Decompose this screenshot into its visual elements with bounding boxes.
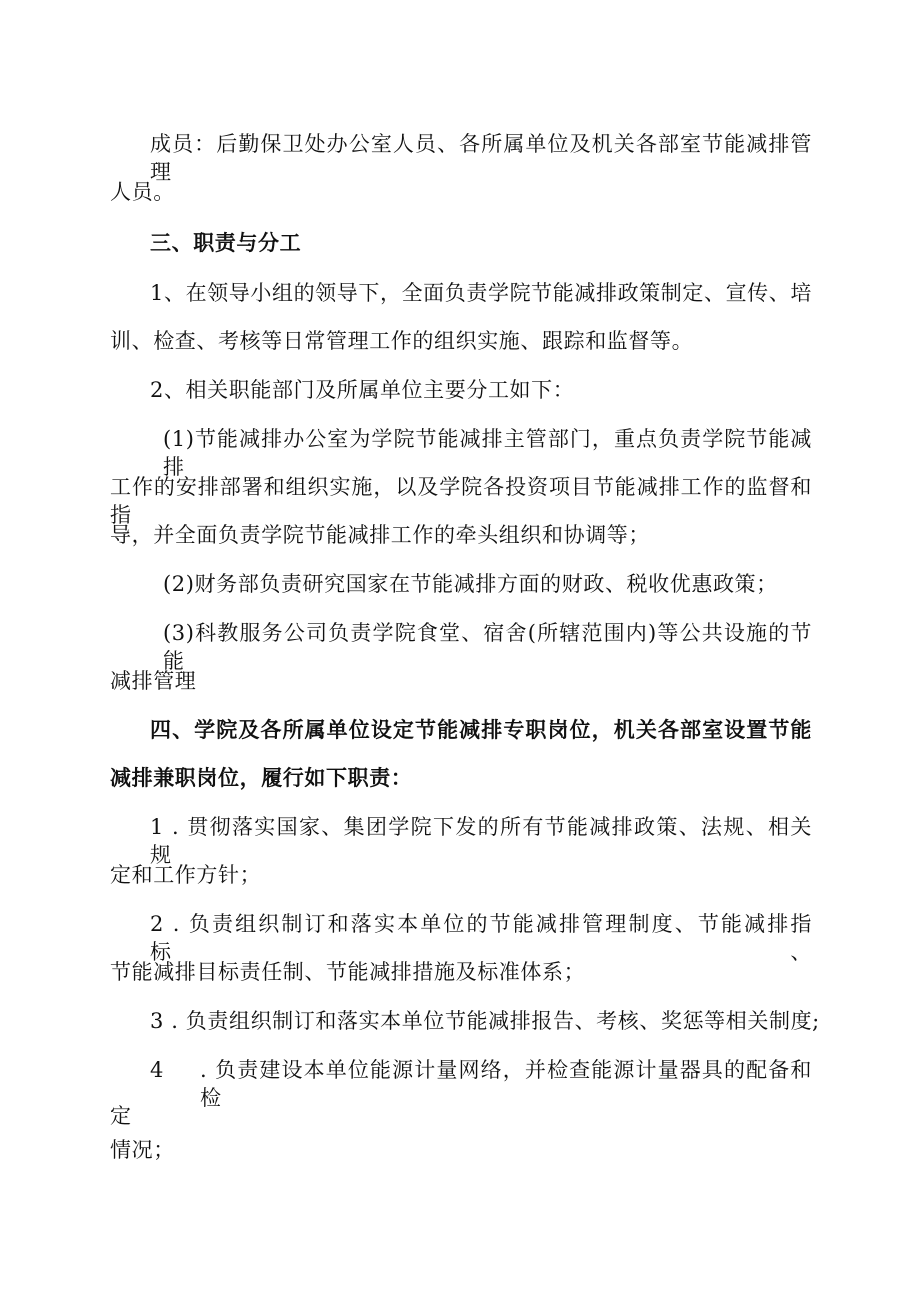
paragraph-line: 工作的安排部署和组织实施，以及学院各投资项目节能减排工作的监督和指 (110, 475, 812, 527)
list-number: 4 (150, 1058, 164, 1082)
paragraph-line: 1、在领导小组的领导下，全面负责学院节能减排政策制定、宣传、培 (150, 281, 812, 305)
paragraph-line: 成员：后勤保卫处办公室人员、各所属单位及机关各部室节能减排管理 (150, 132, 812, 184)
paragraph-line: 训、检查、考核等日常管理工作的组织实施、跟踪和监督等。 (110, 329, 694, 353)
section-heading: 四、学院及各所属单位设定节能减排专职岗位，机关各部室设置节能 (150, 717, 812, 742)
section-heading: 减排兼职岗位，履行如下职责： (110, 765, 413, 790)
paragraph-line: 定 (110, 1104, 132, 1128)
paragraph-line: 2 . 负责组织制订和落实本单位的节能减排管理制度、节能减排指标、 (150, 912, 812, 964)
paragraph-line: 2、相关职能部门及所属单位主要分工如下： (150, 378, 575, 402)
paragraph-line: (2)财务部负责研究国家在节能减排方面的财政、税收优惠政策； (163, 572, 778, 596)
section-heading: 三、职责与分工 (150, 230, 302, 255)
paragraph-line: 定和工作方针； (110, 863, 262, 887)
paragraph-line: 情况； (110, 1138, 175, 1162)
paragraph-line: 减排管理 (110, 669, 197, 693)
paragraph-line: 1 . 贯彻落实国家、集团学院下发的所有节能减排政策、法规、相关规 (150, 815, 812, 867)
paragraph-line: 导，并全面负责学院节能减排工作的牵头组织和协调等； (110, 523, 650, 547)
paragraph-line: . 负责建设本单位能源计量网络，并检查能源计量器具的配备和检 (200, 1058, 812, 1110)
paragraph-line: (3)科教服务公司负责学院食堂、宿舍(所辖范围内)等公共设施的节能 (163, 621, 812, 673)
paragraph-line: 人员。 (110, 180, 175, 204)
paragraph-line: (1)节能减排办公室为学院节能减排主管部门，重点负责学院节能减排 (163, 427, 812, 479)
paragraph-line: 3 . 负责组织制订和落实本单位节能减排报告、考核、奖惩等相关制度; (150, 1009, 820, 1033)
paragraph-line: 节能减排目标责任制、节能减排措施及标准体系； (110, 960, 586, 984)
